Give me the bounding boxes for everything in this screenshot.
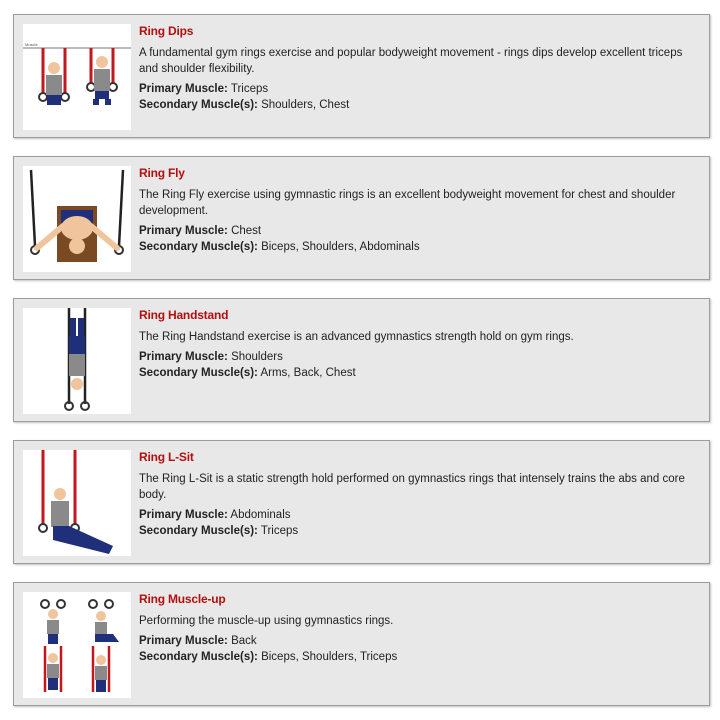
secondary-muscles-label: Secondary Muscle(s):: [139, 651, 258, 663]
secondary-muscles-value: Arms, Back, Chest: [260, 367, 356, 379]
primary-muscle-value: Abdominals: [230, 509, 291, 521]
exercise-description: The Ring Fly exercise using gymnastic rings is an excellent bodyweight movement for chest and shoulder development.: [139, 189, 676, 217]
exercise-info: [139, 591, 695, 665]
exercise-description: The Ring Handstand exercise is an advanced gymnastics strength hold on gym rings.: [139, 331, 574, 343]
exercise-card[interactable]: [13, 582, 710, 706]
secondary-muscles: [139, 97, 695, 113]
primary-muscle: [139, 81, 695, 97]
primary-muscle-label: Primary Muscle:: [139, 225, 228, 237]
primary-muscle: [139, 633, 695, 649]
primary-muscle-label: Primary Muscle:: [139, 351, 228, 363]
exercise-description: A fundamental gym rings exercise and popular bodyweight movement - rings dips develop excellent triceps and shoulder flexibility.: [139, 47, 683, 75]
exercise-card[interactable]: [13, 14, 710, 138]
secondary-muscles-label: Secondary Muscle(s):: [139, 367, 258, 379]
ring-dips-illustration[interactable]: [23, 24, 131, 130]
secondary-muscles-value: Biceps, Shoulders, Triceps: [261, 651, 398, 663]
exercise-description: The Ring L-Sit is a static strength hold performed on gymnastics rings that intensely trains the abs and core body.: [139, 473, 685, 501]
primary-muscle-label: Primary Muscle:: [139, 635, 228, 647]
exercise-title[interactable]: Ring L-Sit: [139, 450, 194, 464]
primary-muscle-value: Chest: [231, 225, 262, 237]
exercise-title[interactable]: Ring Dips: [139, 24, 194, 38]
exercise-title[interactable]: Ring Fly: [139, 166, 185, 180]
primary-muscle: [139, 507, 695, 523]
primary-muscle-label: Primary Muscle:: [139, 509, 228, 521]
exercise-info: [139, 307, 695, 381]
secondary-muscles: [139, 523, 695, 539]
primary-muscle-label: Primary Muscle:: [139, 83, 228, 95]
secondary-muscles: [139, 365, 695, 381]
exercise-title[interactable]: Ring Muscle-up: [139, 592, 226, 606]
exercise-info: [139, 23, 695, 113]
ring-handstand-illustration[interactable]: [23, 308, 131, 414]
primary-muscle: [139, 223, 695, 239]
exercise-card[interactable]: [13, 298, 710, 422]
secondary-muscles: [139, 649, 695, 665]
secondary-muscles: [139, 239, 695, 255]
secondary-muscles-value: Biceps, Shoulders, Abdominals: [261, 241, 420, 253]
exercise-description: Performing the muscle-up using gymnastics rings.: [139, 615, 394, 627]
ring-muscle-up-illustration[interactable]: [23, 592, 131, 698]
exercise-info: [139, 165, 695, 255]
svg-text:Muscle: Muscle: [25, 42, 38, 47]
primary-muscle: [139, 349, 695, 365]
exercise-info: [139, 449, 695, 539]
secondary-muscles-value: Shoulders, Chest: [261, 99, 350, 111]
ring-fly-illustration[interactable]: [23, 166, 131, 272]
secondary-muscles-label: Secondary Muscle(s):: [139, 99, 258, 111]
secondary-muscles-label: Secondary Muscle(s):: [139, 525, 258, 537]
secondary-muscles-value: Triceps: [260, 525, 299, 537]
primary-muscle-value: Back: [231, 635, 257, 647]
secondary-muscles-label: Secondary Muscle(s):: [139, 241, 258, 253]
primary-muscle-value: Shoulders: [231, 351, 283, 363]
exercise-card[interactable]: [13, 440, 710, 564]
ring-l-sit-illustration[interactable]: [23, 450, 131, 556]
exercise-card[interactable]: [13, 156, 710, 280]
exercise-title[interactable]: Ring Handstand: [139, 308, 229, 322]
primary-muscle-value: Triceps: [230, 83, 269, 95]
